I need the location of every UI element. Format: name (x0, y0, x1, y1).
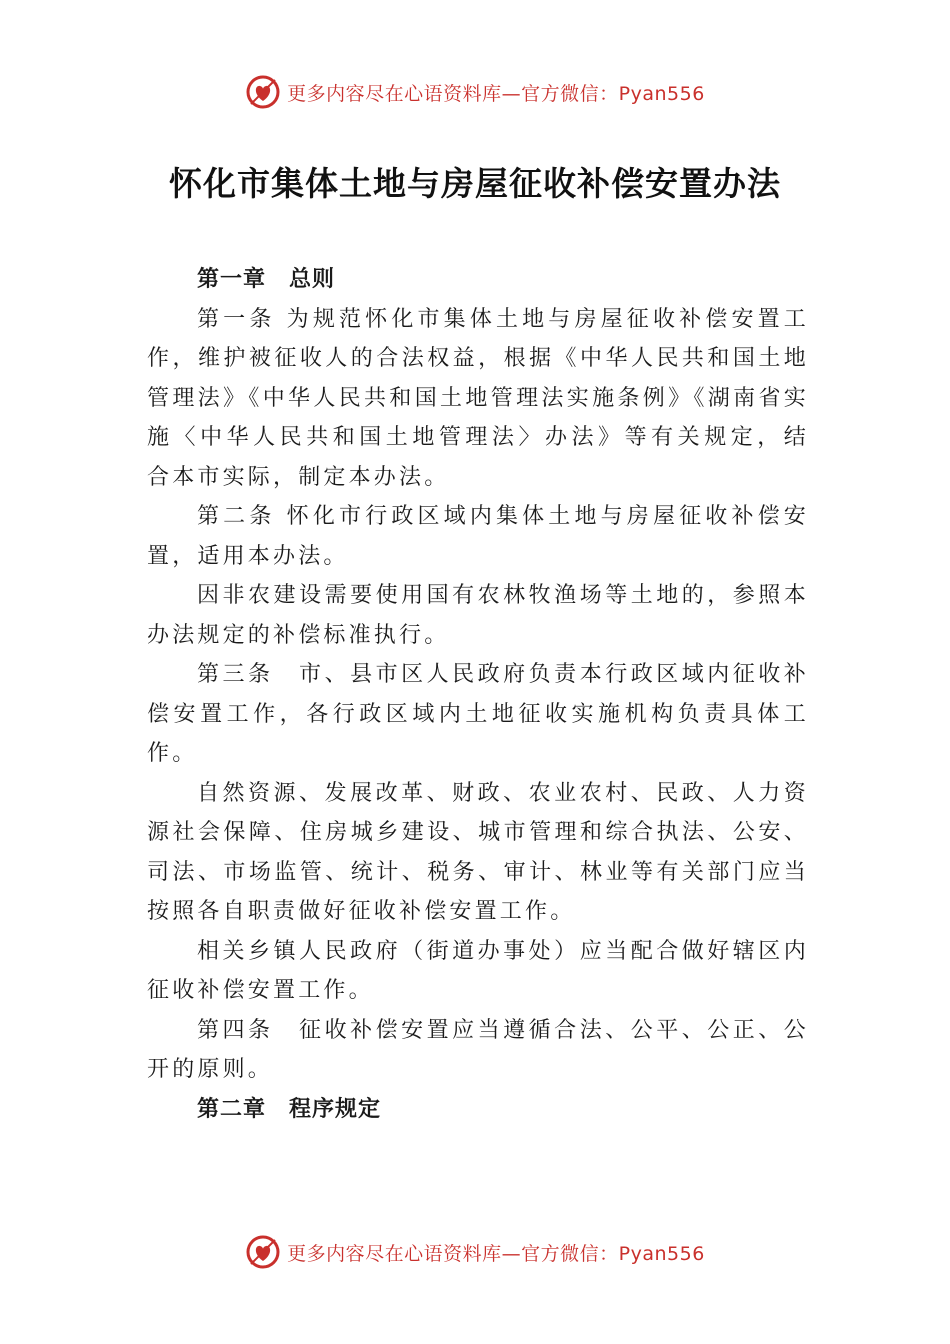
heart-logo-icon (245, 74, 281, 110)
document-body (147, 260, 809, 1129)
chapter-heading: 第一章 总则 (197, 267, 336, 292)
chapter-heading: 第二章 程序规定 (197, 1096, 382, 1122)
document-title: 怀化市集体土地与房屋征收补偿安置办法 (169, 164, 781, 203)
article-paragraph: 第二条 怀化市行政区域内集体土地与房屋征收补偿安置，适用本办法。 (147, 504, 809, 569)
article-paragraph: 第三条 市、县市区人民政府负责本行政区域内征收补偿安置工作，各行政区域内土地征收实施机构负责具体工作。 (147, 662, 809, 766)
article-paragraph: 第一条 为规范怀化市集体土地与房屋征收补偿安置工作，维护被征收人的合法权益，根据《中华人民共和国土地管理法》《中华人民共和国土地管理法实施条例》《湖南省实施〈中华人民共和国土地管理法〉办法》等有关规定，结 合本市实际，制定本办法。 (147, 306, 809, 490)
banner-text: 更多内容尽在心语资料库—官方微信：Pyan556 (287, 1242, 705, 1265)
header-banner (0, 72, 950, 112)
article-paragraph: 因非农建设需要使用国有农林牧渔场等土地的，参照本办法规定的补偿标准执行。 (147, 583, 809, 648)
article-paragraph: 相关乡镇人民政府（街道办事处）应当配合做好辖区内征收补偿安置工作。 (147, 938, 809, 1003)
heart-logo-icon (245, 1234, 281, 1270)
article-paragraph: 自然资源、发展改革、财政、农业农村、民政、人力资源社会保障、住房城乡建设、城市管理和综合执法、公安、 司法、市场监管、统计、税务、审计、林业等有关部门应当按照各自职责做好征收补偿安置工作。 (147, 780, 809, 924)
banner-text: 更多内容尽在心语资料库—官方微信：Pyan556 (287, 82, 705, 105)
footer-banner (0, 1232, 950, 1272)
article-paragraph: 第四条 征收补偿安置应当遵循合法、公平、公正、公开的原则。 (147, 1017, 809, 1082)
